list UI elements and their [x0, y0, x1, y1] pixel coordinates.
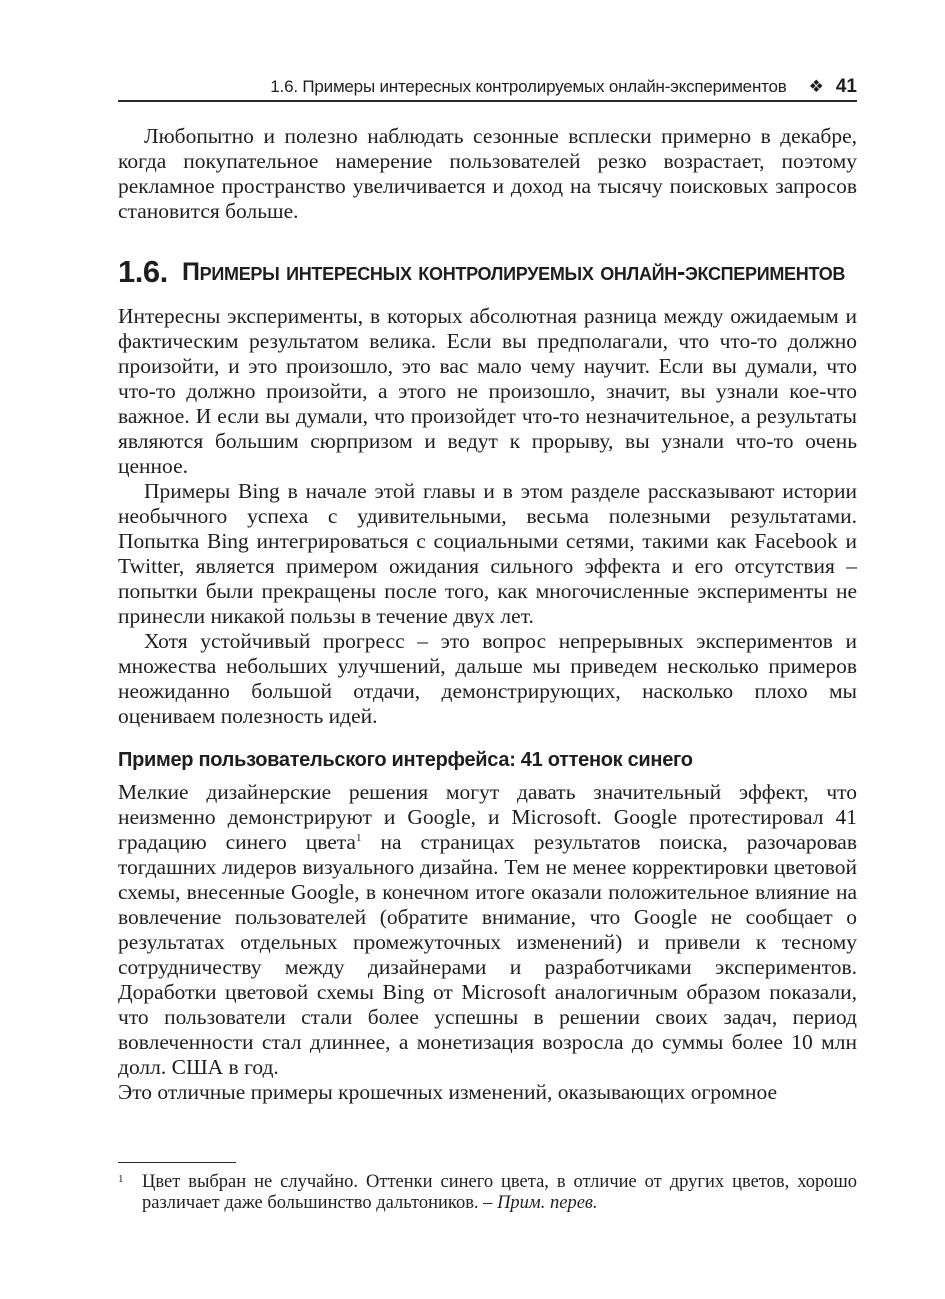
footnote-reference[interactable]: 1: [355, 831, 362, 844]
footnote-body: [142, 1172, 857, 1214]
translator-note: Прим. перев.: [497, 1193, 598, 1213]
section-title: Примеры интересных контролируемых онлайн-экспериментов: [182, 258, 846, 286]
subsection-text-part: на страницах результатов поиска, разочаровав тогдашних лидеров визуального дизайна. Тем не менее корректировки цветовой схемы, внесенные Google, в конечном итоге оказали положительное влияние на вовлечение пользователей (обратите внимание, что Google не сообщает о результатах отдельных промежуточных изменений) и привели к тесному сотрудничеству между дизайнерами и разработчиками экспериментов. Доработки цветовой схемы Bing от Microsoft аналогичным образом показали, что пользователи стали более успешны в решении своих задач, период вовлеченности стал длиннее, а монетизация возросла до суммы более 10 млн долл. США в год.: [118, 830, 857, 1079]
ornament-icon: ❖: [808, 77, 824, 96]
subsection-paragraph: [118, 780, 857, 1080]
subsection-paragraph: Это отличные примеры крошечных изменений, оказывающих огромное: [118, 1080, 778, 1104]
running-head-title: 1.6. Примеры интересных контролируемых онлайн-экспериментов: [270, 77, 787, 96]
section-paragraph: Примеры Bing в начале этой главы и в этом разделе рассказывают истории необычного успеха с удивительными, весьма полезными результатами. Попытка Bing интегрироваться с социальными сетями, такими как Facebook и Twitter, является примером ожидания сильного эффекта и его отсутствия – попытки были прекращены после того, как многочисленные эксперименты не принесли никакой пользы в течение двух лет.: [118, 479, 857, 628]
page-body: [118, 124, 857, 1105]
footnote-mark: 1: [118, 1173, 124, 1185]
footnote-text: Цвет выбран не случайно. Оттенки синего цвета, в отличие от других цветов, хорошо различает даже большинство дальтоников. –: [142, 1172, 857, 1213]
section-number: 1.6.: [118, 254, 168, 289]
subsection-text-part: Мелкие дизайнерские решения могут давать значительный эффект, что неизменно демонстрируют и Google, и Microsoft. Google протестировал 41 градацию синего цвета: [118, 780, 857, 854]
section-paragraph: Хотя устойчивый прогресс – это вопрос непрерывных экспериментов и множества небольших улучшений, дальше мы приведем несколько примеров неожиданно большой отдачи, демонстрирующих, насколько плохо мы оцениваем полезность идей.: [118, 629, 857, 728]
subsection-title: Пример пользовательского интерфейса: 41 оттенок синего: [118, 749, 693, 771]
page-number: 41: [835, 76, 857, 97]
intro-paragraph: Любопытно и полезно наблюдать сезонные всплески примерно в декабре, когда покупательное намерение пользователей резко возрастает, поэтому рекламное пространство увеличивается и доход на тысячу поисковых запросов становится больше.: [118, 124, 857, 223]
footnote-divider: [118, 1162, 236, 1163]
section-paragraph: Интересны эксперименты, в которых абсолютная разница между ожидаемым и фактическим результатом велика. Если вы предполагали, что что-то должно произойти, и это произошло, это вас мало чему научит. Если вы думали, что что-то должно произойти, а этого не произошло, значит, вы узнали кое-что важное. И если вы думали, что произойдет что-то незначительное, а результаты являются большим сюрпризом и ведут к прорыву, вы узнали что-то очень ценное.: [118, 304, 857, 478]
section-heading: [118, 252, 857, 292]
running-head: [118, 74, 857, 102]
footnote: [118, 1172, 857, 1214]
